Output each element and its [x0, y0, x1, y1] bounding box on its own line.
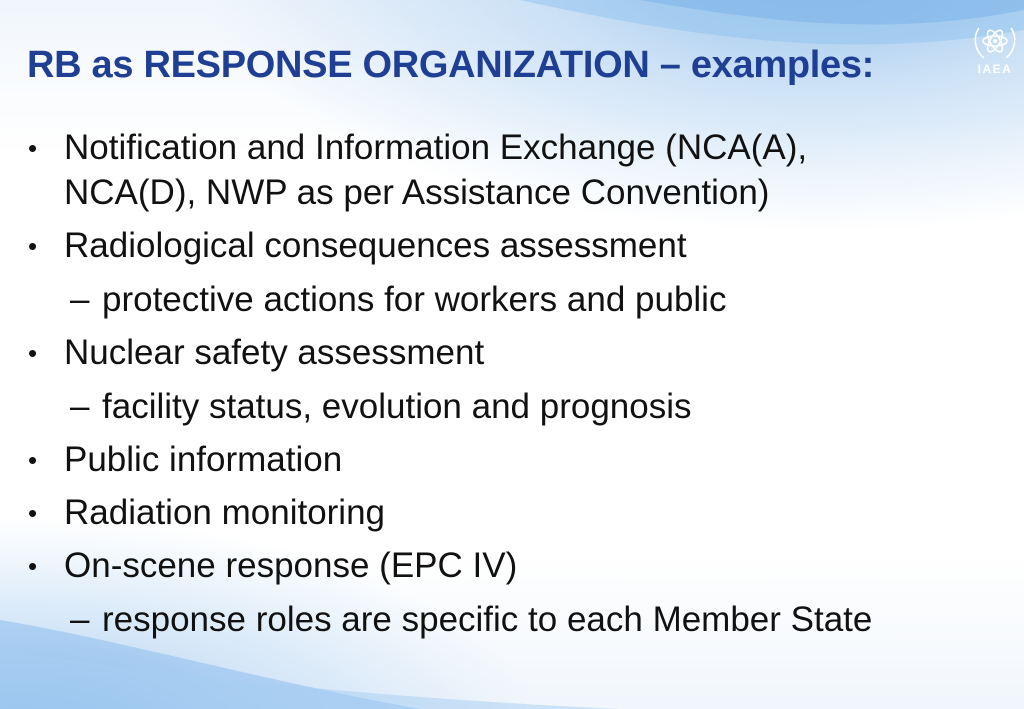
- sub-item-text: response roles are specific to each Member State: [102, 600, 873, 639]
- bullet-marker: •: [28, 551, 38, 581]
- slide-title: RB as RESPONSE ORGANIZATION – examples:: [27, 44, 875, 86]
- list-item-text: On-scene response (EPC IV): [64, 546, 518, 585]
- sub-item-marker: –: [70, 387, 90, 426]
- bullet-marker: •: [28, 338, 38, 368]
- bullet-marker: •: [28, 498, 38, 528]
- list-item-text: Radiation monitoring: [64, 493, 386, 532]
- sub-item-text: facility status, evolution and prognosis: [102, 387, 692, 426]
- bullet-marker: •: [28, 445, 38, 475]
- bullet-marker: •: [28, 133, 38, 163]
- sub-item-marker: –: [70, 280, 90, 319]
- sub-item-marker: –: [70, 600, 90, 639]
- list-item-text: Public information: [64, 440, 343, 479]
- list-item-text: Radiological consequences assessment: [64, 226, 687, 265]
- list-item-text: Nuclear safety assessment: [64, 333, 485, 372]
- logo-label: IAEA: [977, 62, 1013, 76]
- list-item-text: NCA(D), NWP as per Assistance Convention): [64, 173, 770, 212]
- list-item-text: Notification and Information Exchange (NCA(A),: [64, 128, 808, 167]
- sub-item-text: protective actions for workers and public: [102, 280, 727, 319]
- bullet-marker: •: [28, 231, 38, 261]
